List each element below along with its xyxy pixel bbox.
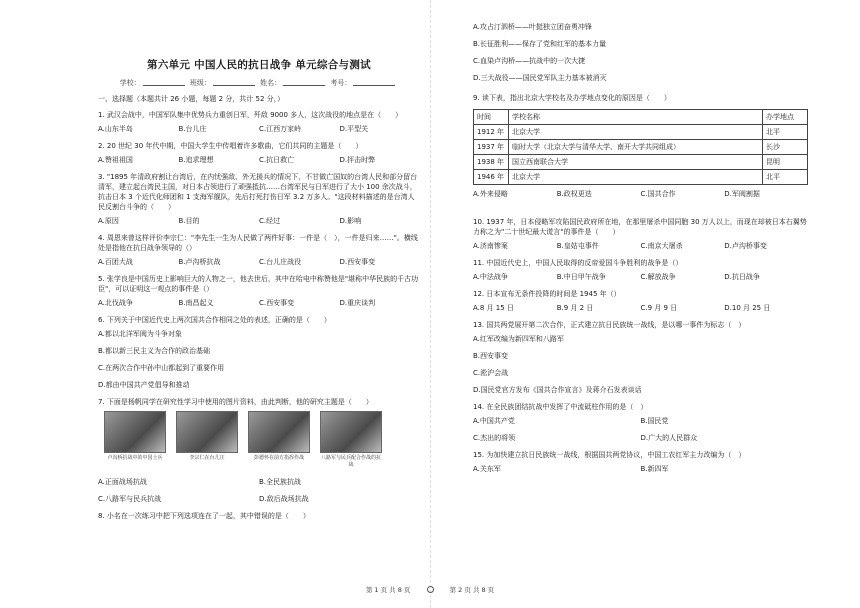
option-d: D.10 月 25 日 [724, 304, 771, 312]
question-stem: 11. 中国近代史上，中国人民取得的反帝爱国斗争胜利的战争是（） [473, 259, 683, 267]
option-a: A.8 月 15 日 [473, 304, 514, 312]
option-b: B.国民党 [640, 417, 669, 425]
table-cell: 北京大学 [509, 170, 763, 185]
question-stem: 6. 下列关于中国近代史上两次国共合作相同之处的表述，正确的是（ ） [98, 316, 331, 324]
table-cell: 北平 [763, 170, 808, 185]
option-a: A.红军改编为新四军和八路军 [473, 335, 564, 343]
page-2 [430, 0, 860, 608]
option-b: B.新四军 [640, 465, 669, 473]
student-info-line [98, 78, 420, 88]
table-row [474, 125, 808, 140]
photo-1 [104, 411, 166, 471]
option-b: B.西安事变 [473, 352, 509, 360]
school-label: 学校： [119, 79, 141, 87]
question-stem: 9. 读下表，指出北京大学校名及办学地点变化的原因是（ ） [473, 94, 671, 102]
photo-strip [104, 411, 420, 471]
question-15 [473, 450, 808, 474]
option-a: A.济南惨案 [473, 242, 508, 250]
exam-no-blank[interactable] [353, 78, 395, 86]
historical-photo [104, 411, 166, 453]
question-options [473, 464, 808, 474]
option-c: C.在两次合作中孙中山都起到了重要作用 [98, 364, 225, 372]
option-d: D.抨击时弊 [339, 156, 376, 164]
historical-photo [248, 411, 310, 453]
question-options [98, 494, 420, 504]
option-b: B.皇姑屯事件 [556, 242, 599, 250]
table-cell: 1937 年 [474, 140, 509, 155]
option-a: A.都以北洋军阀为斗争对象 [98, 330, 182, 338]
option-b: B.追求理想 [178, 156, 214, 164]
photo-caption: 彭德怀在前方指挥作战 [253, 455, 304, 461]
question-11 [473, 258, 808, 282]
option-d: D.抗日战争 [724, 273, 760, 281]
question-options [473, 272, 808, 282]
question-14 [473, 402, 808, 443]
option-d: D.西安事变 [339, 258, 376, 266]
question-options [98, 257, 420, 267]
question-stem: 7. 下面是杨帆同学在研究性学习中使用的图片资料，由此判断，他的研究主题是（ ） [98, 398, 373, 406]
table-row [474, 170, 808, 185]
option-d: D.卢沟桥事变 [724, 242, 767, 250]
class-blank[interactable] [213, 78, 255, 86]
exam-title: 第六单元 中国人民的抗日战争 单元综合与测试 [147, 59, 371, 71]
question-options [473, 433, 808, 443]
photo-2 [176, 411, 238, 471]
name-label: 姓名： [260, 79, 282, 87]
option-b: B.都以新三民主义为合作的政治基础 [98, 347, 211, 355]
option-d: D.三大战役——国民党军队主力基本被消灭 [473, 74, 607, 82]
question-12 [473, 289, 808, 313]
question-6 [98, 315, 420, 390]
question-options [98, 477, 420, 487]
exam-no-label: 考号： [330, 79, 352, 87]
column-header: 时间 [474, 110, 509, 125]
photo-caption: 八路军与民兵配合作战的抗战 [320, 455, 381, 468]
option-b: B.卢沟桥抗战 [178, 258, 221, 266]
name-blank[interactable] [283, 78, 325, 86]
question-stem: 12. 日本宣布无条件投降的时间是 1945 年（） [473, 290, 621, 298]
option-b: B.中日甲午战争 [556, 273, 606, 281]
question-7 [98, 397, 420, 504]
option-c: C.江西万家岭 [259, 125, 302, 133]
question-stem: 15. 为加快建立抗日民族统一战线，根据国共两党协议，中国工农红军主力改编为（ ） [473, 451, 746, 459]
option-c: C.经过 [259, 217, 281, 225]
option-b: B.长征胜利——保存了党和红军的基本力量 [473, 40, 607, 48]
option-d: D.广大的人民群众 [640, 434, 698, 442]
question-8 [98, 511, 420, 521]
question-options [98, 124, 420, 134]
option-c: C.9 月 9 日 [640, 304, 678, 312]
page-footer [0, 585, 860, 594]
question-1 [98, 110, 420, 134]
binding-hole-icon [427, 586, 434, 593]
option-c: C.血染卢沟桥——抗战中的一次大捷 [473, 57, 586, 65]
option-d: D.重庆谈判 [339, 299, 376, 307]
question-8-options [473, 22, 808, 83]
option-a: A.赞祖祖国 [98, 156, 133, 164]
table-cell: 1912 年 [474, 125, 509, 140]
option-c: C.八路军与民兵抗战 [98, 495, 162, 503]
option-c: C.解放战争 [640, 273, 676, 281]
option-a: A.中法战争 [473, 273, 508, 281]
option-b: B.政权更迭 [556, 190, 592, 198]
table-cell: 1938 年 [474, 155, 509, 170]
question-stem: 14. 在全民族团结抗战中发挥了中流砥柱作用的是（ ） [473, 403, 648, 411]
option-c: C.抗日救亡 [259, 156, 295, 164]
option-b: B.南昌起义 [178, 299, 214, 307]
table-cell: 长沙 [763, 140, 808, 155]
university-table [473, 109, 808, 185]
table-cell: 国立西南联合大学 [509, 155, 763, 170]
column-header: 学校名称 [509, 110, 763, 125]
question-stem: 3. "1895 年清政府割让台湾后，在内忧强敌、外无援兵的情况下，不甘做亡国奴的台湾人民和部分留台清军，建立起台湾民主国，对日本占领进行了顽强抵抗……台湾军民与日军进行了大小 100 余次战斗，抗击日本 3 个近代化师团和 1 支海军舰队，先后打死打伤日军 3.2 万多人。"这段材料描述的是台湾人民反割台斗争的（ ） [98, 173, 418, 211]
question-options [473, 241, 808, 251]
photo-3 [248, 411, 310, 471]
option-a: A.原因 [98, 217, 119, 225]
question-options [98, 298, 420, 308]
option-c: C.南京大屠杀 [640, 242, 683, 250]
column-header: 办学地点 [763, 110, 808, 125]
historical-photo [176, 411, 238, 453]
option-a: A.正面战场抗战 [98, 478, 147, 486]
question-options [98, 216, 420, 226]
question-4 [98, 233, 420, 267]
photo-caption: 卢沟桥抗战中的中国士兵 [107, 455, 163, 461]
option-c: C.国共合作 [640, 190, 676, 198]
question-options [473, 189, 808, 199]
option-c: C.台儿庄战役 [259, 258, 302, 266]
option-d: D.都由中国共产党倡导和推动 [98, 381, 190, 389]
option-b: B.9 月 2 日 [556, 304, 594, 312]
option-b: B.全民族抗战 [259, 478, 302, 486]
question-3 [98, 172, 420, 226]
table-row [474, 140, 808, 155]
option-d: D.军阀割据 [724, 190, 760, 198]
option-a: A.攻占汀泗桥——叶挺独立团奋勇冲锋 [473, 23, 592, 31]
option-a: A.北伐战争 [98, 299, 133, 307]
option-a: A.山东半岛 [98, 125, 133, 133]
class-label: 班级： [189, 79, 211, 87]
question-10 [473, 217, 808, 251]
option-a: A.外来侵略 [473, 190, 508, 198]
question-stem: 13. 国共两党展开第二次合作，正式建立抗日民族统一战线，是以哪一事件为标志（ ） [473, 321, 746, 329]
question-stem: 4. 周恩来曾这样评价李宗仁："李先生一生为人民做了两件好事：一件是（ ），一件是归来……"。横线处是指他在抗日战争领导的（） [98, 234, 418, 252]
historical-photo [320, 411, 382, 453]
question-13 [473, 320, 808, 395]
section-heading: 一、选择题（本题共计 26 小题，每题 2 分，共计 52 分，） [98, 95, 285, 103]
option-c: C.杰出的将领 [473, 434, 516, 442]
right-column [473, 22, 808, 481]
photo-caption: 李宗仁在台儿庄 [189, 455, 225, 461]
left-column [98, 36, 420, 525]
page-number-right: 第 2 页 共 8 页 [449, 586, 495, 594]
photo-4 [320, 411, 382, 471]
option-d: D.平型关 [339, 125, 369, 133]
option-b: B.目的 [178, 217, 200, 225]
option-a: A.百团大战 [98, 258, 133, 266]
table-cell: 北平 [763, 125, 808, 140]
option-d: D.影响 [339, 217, 362, 225]
option-c: C.西安事变 [259, 299, 295, 307]
table-cell: 临时大学（北京大学与清华大学、南开大学共同组成） [509, 140, 763, 155]
option-d: D.国民党官方发布《国共合作宣言》及蒋介石发表谈话 [473, 386, 642, 394]
page-number-left: 第 1 页 共 8 页 [365, 586, 411, 594]
question-2 [98, 141, 420, 165]
school-blank[interactable] [143, 78, 185, 86]
option-c: C.淞沪会战 [473, 369, 509, 377]
table-header-row [474, 110, 808, 125]
question-stem: 2. 20 世纪 30 年代中期，中国大学生中传唱着许多歌曲，它们共同的主题是（ ） [98, 142, 363, 150]
option-a: A.关东军 [473, 465, 501, 473]
table-cell: 北京大学 [509, 125, 763, 140]
question-stem: 10. 1937 年，日本侵略军攻陷国民政府所在地，在那里屠杀中国同胞 30 万人以上，而现在却被日本右翼势力称之为"二十世纪最大谎言"的事件是（ ） [473, 218, 807, 236]
option-d: D.敌后战场抗战 [259, 495, 309, 503]
question-9 [473, 93, 808, 199]
question-stem: 5. 张学良是中国历史上影响巨大的人物之一，他去世后，其中在哈电中称赞他是"堪称中华民族的千古功臣"，可以证明这一观点的事件是（） [98, 275, 419, 293]
question-5 [98, 274, 420, 308]
question-options [473, 416, 808, 426]
table-cell: 1946 年 [474, 170, 509, 185]
option-a: A.中国共产党 [473, 417, 515, 425]
option-b: B.台儿庄 [178, 125, 207, 133]
table-cell: 昆明 [763, 155, 808, 170]
question-options [98, 155, 420, 165]
question-options [473, 303, 808, 313]
question-stem: 8. 小名在一次练习中把下列选项连在了一起，其中错误的是（ ） [98, 512, 310, 520]
question-stem: 1. 武汉会战中，中国军队集中优势兵力重创日军，歼敌 9000 多人，这次战役的地点是在（ ） [98, 111, 403, 119]
table-row [474, 155, 808, 170]
